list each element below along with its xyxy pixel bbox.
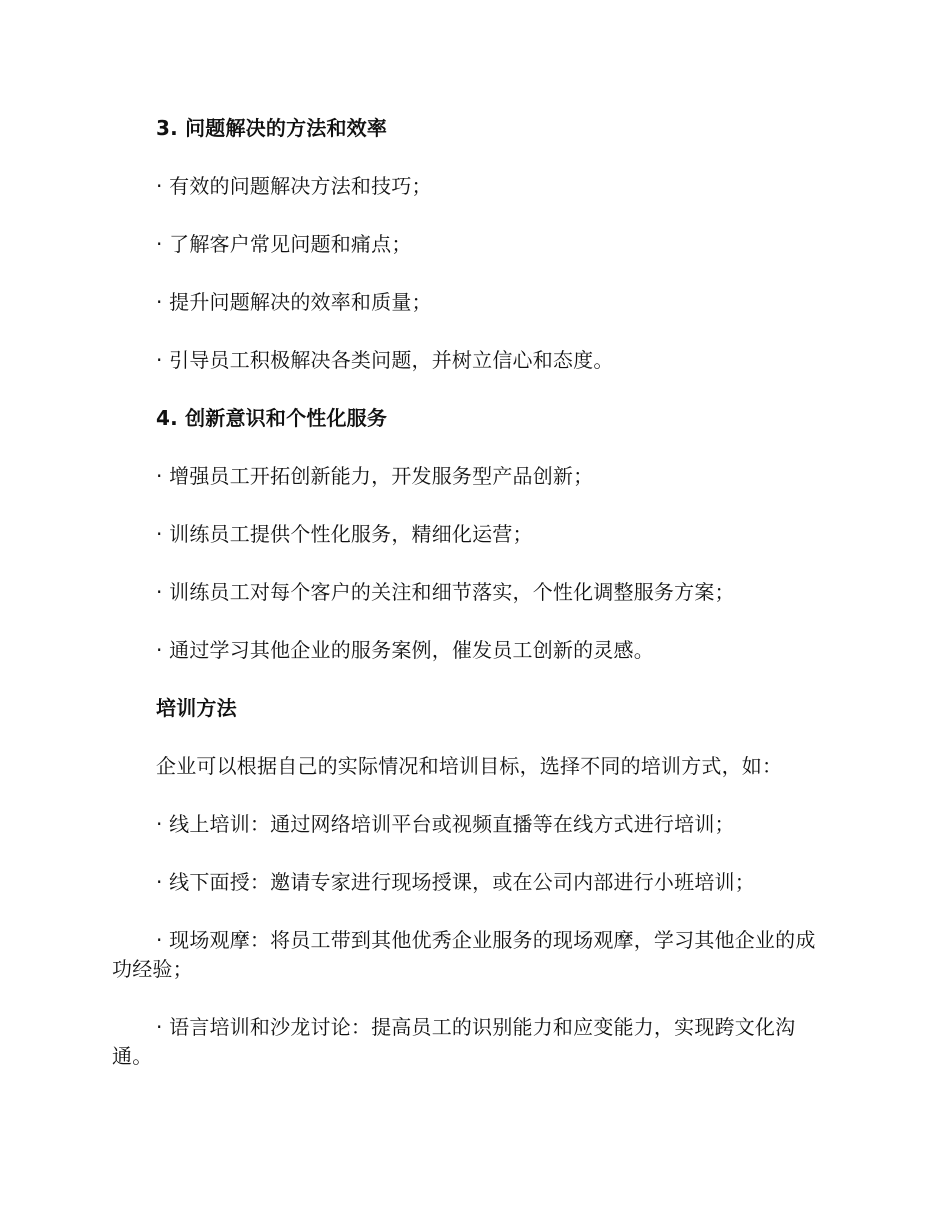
intro-paragraph: 企业可以根据自己的实际情况和培训目标，选择不同的培训方式，如： [156,754,783,778]
bullet-item: · 线上培训：通过网络培训平台或视频直播等在线方式进行培训； [156,812,735,836]
bullet-item: · 有效的问题解决方法和技巧； [156,174,432,198]
bullet-item: · 通过学习其他企业的服务案例，催发员工创新的灵感。 [156,638,654,662]
bullet-item: · 引导员工积极解决各类问题，并树立信心和态度。 [156,348,614,372]
bullet-item: · 了解客户常见问题和痛点； [156,232,412,256]
bullet-item: · 训练员工对每个客户的关注和细节落实，个性化调整服务方案； [156,580,735,604]
section-heading-problem-solving: 3. 问题解决的方法和效率 [156,116,388,140]
bullet-item: · 线下面授：邀请专家进行现场授课，或在公司内部进行小班培训； [156,870,755,894]
document-body [112,114,822,1100]
bullet-item: · 现场观摩：将员工带到其他优秀企业服务的现场观摩，学习其他企业的成功经验； [112,928,816,981]
section-heading-training-methods: 培训方法 [156,696,237,720]
section-heading-innovation: 4. 创新意识和个性化服务 [156,406,388,430]
bullet-item: · 训练员工提供个性化服务，精细化运营； [156,522,533,546]
bullet-item: · 语言培训和沙龙讨论：提高员工的识别能力和应变能力，实现跨文化沟通。 [112,1015,796,1068]
bullet-item: · 增强员工开拓创新能力，开发服务型产品创新； [156,464,594,488]
bullet-item: · 提升问题解决的效率和质量； [156,290,432,314]
